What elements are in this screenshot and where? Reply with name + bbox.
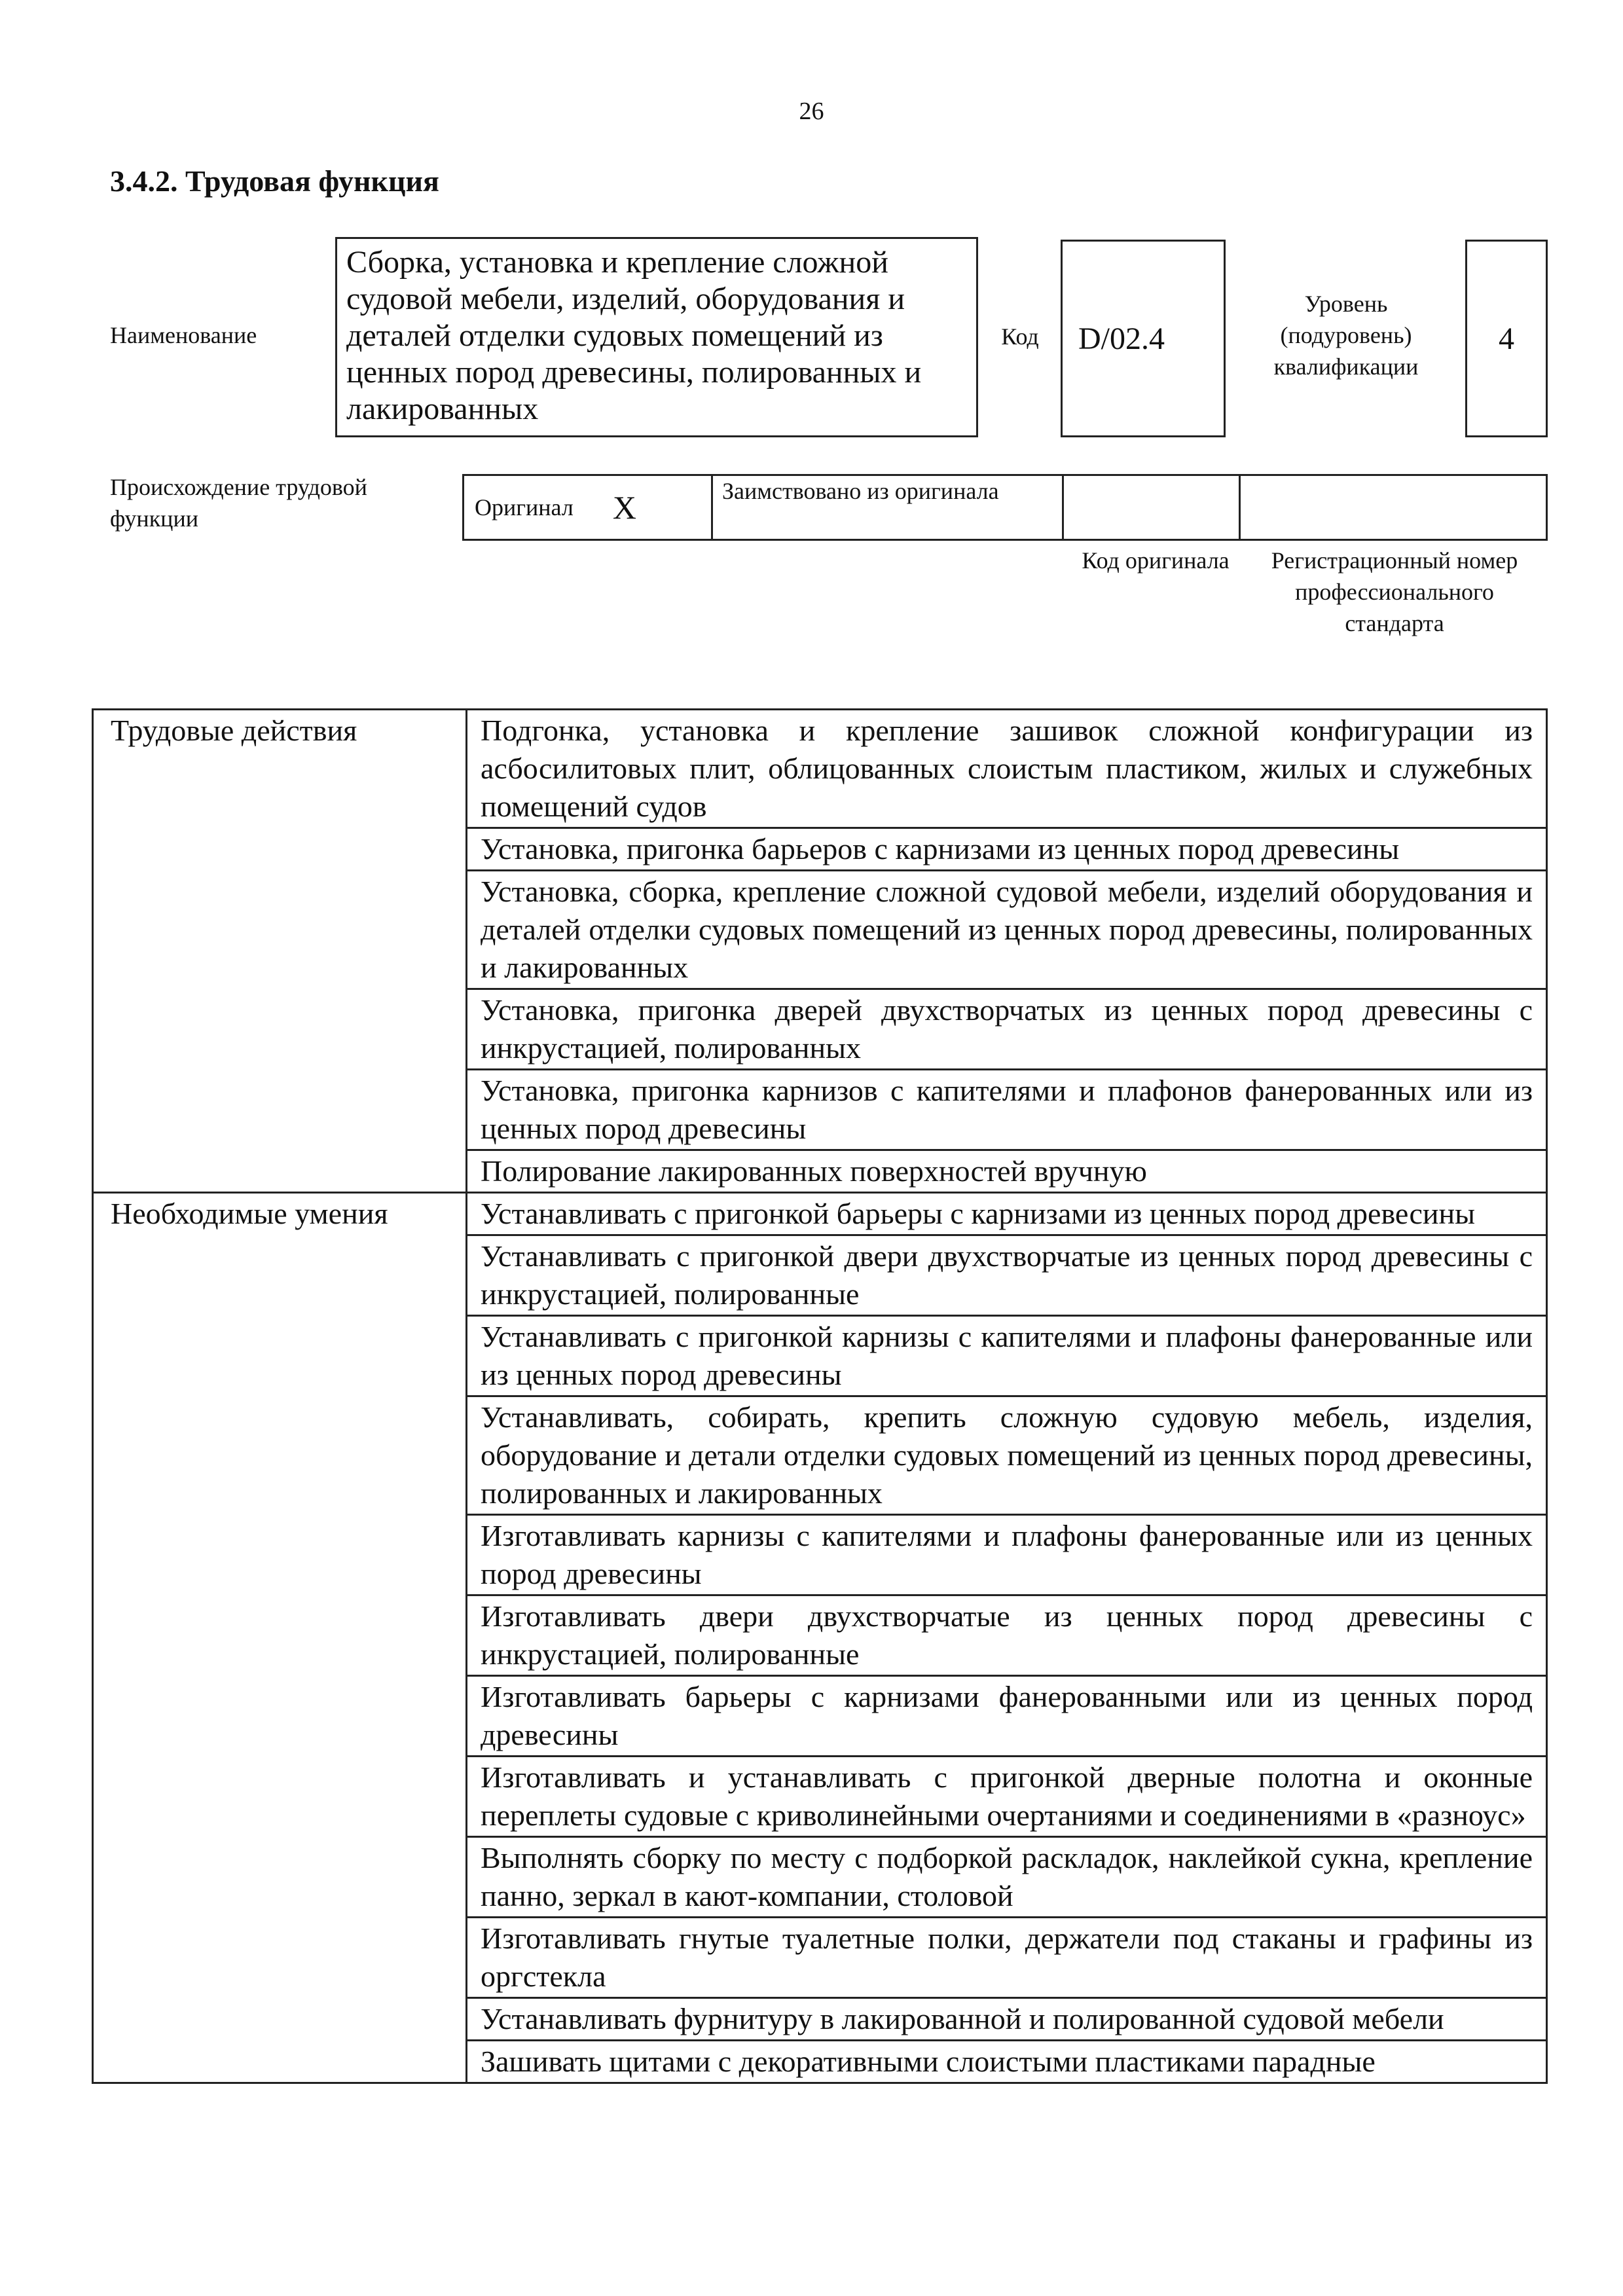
code-original-cell	[1064, 476, 1241, 539]
table-cell: Подгонка, установка и крепление зашивок сложной конфигурации из асбосилитовых плит, облицованных слоистым пластиком, жилых и служебных помещений судов	[467, 710, 1547, 828]
function-table	[92, 708, 1548, 2084]
table-cell: Изготавливать карнизы с капителями и плафоны фанерованные или из ценных пород древесины	[467, 1515, 1547, 1595]
function-name-box: Сборка, установка и крепление сложной судовой мебели, изделий, оборудования и деталей отделки судовых помещений из ценных пород древесины, полированных и лакированных	[335, 237, 978, 437]
table-cell: Установка, пригонка дверей двухстворчатых из ценных пород древесины с инкрустацией, полированных	[467, 989, 1547, 1070]
table-cell: Изготавливать двери двухстворчатые из ценных пород древесины с инкрустацией, полированные	[467, 1595, 1547, 1676]
section-title-cell: Необходимые умения	[93, 1193, 467, 2083]
table-cell: Выполнять сборку по месту с подборкой раскладок, наклейкой сукна, крепление панно, зеркал в кают-компании, столовой	[467, 1837, 1547, 1918]
code-label: Код	[1001, 323, 1039, 350]
table-row	[93, 1193, 1547, 1235]
table-cell: Устанавливать фурнитуру в лакированной и полированной судовой мебели	[467, 1998, 1547, 2041]
original-label: Оригинал	[475, 494, 574, 520]
name-label: Наименование	[110, 322, 257, 348]
section-title: 3.4.2. Трудовая функция	[110, 164, 439, 198]
original-mark: X	[612, 489, 636, 526]
level-label: Уровень (подуровень) квалификации	[1273, 291, 1419, 380]
level-value-box: 4	[1465, 240, 1548, 437]
table-cell: Полирование лакированных поверхностей вручную	[467, 1150, 1547, 1193]
origin-row	[462, 474, 1548, 541]
table-cell: Устанавливать с пригонкой карнизы с капителями и плафоны фанерованные или из ценных пород древесины	[467, 1316, 1547, 1396]
reg-number-cell	[1241, 476, 1546, 539]
code-original-caption: Код оригинала	[1082, 547, 1230, 574]
table-cell: Изготавливать и устанавливать с пригонкой дверные полотна и оконные переплеты судовые с криволинейными очертаниями и соединениями в «разноус»	[467, 1757, 1547, 1837]
original-cell	[464, 476, 713, 539]
borrowed-cell: Заимствовано из оригинала	[713, 476, 1064, 539]
table-row	[93, 710, 1547, 828]
section-title-cell: Трудовые действия	[93, 710, 467, 1193]
reg-number-caption: Регистрационный номер профессионального стандарта	[1271, 547, 1518, 636]
table-cell: Устанавливать, собирать, крепить сложную судовую мебель, изделия, оборудование и детали отделки судовых помещений из ценных пород древесины, полированных и лакированных	[467, 1396, 1547, 1515]
origin-label: Происхождение трудовой функции	[110, 474, 367, 532]
table-cell: Устанавливать с пригонкой двери двухстворчатые из ценных пород древесины с инкрустацией, полированные	[467, 1235, 1547, 1316]
code-value-box: D/02.4	[1061, 240, 1226, 437]
table-cell: Зашивать щитами с декоративными слоистыми пластиками парадные	[467, 2041, 1547, 2083]
page-number: 26	[799, 98, 824, 125]
table-cell: Установка, пригонка карнизов с капителями и плафонов фанерованных или из ценных пород древесины	[467, 1070, 1547, 1150]
table-cell: Установка, пригонка барьеров с карнизами из ценных пород древесины	[467, 828, 1547, 871]
table-cell: Изготавливать гнутые туалетные полки, держатели под стаканы и графины из оргстекла	[467, 1918, 1547, 1998]
table-cell: Изготавливать барьеры с карнизами фанерованными или из ценных пород древесины	[467, 1676, 1547, 1757]
table-cell: Устанавливать с пригонкой барьеры с карнизами из ценных пород древесины	[467, 1193, 1547, 1235]
table-cell: Установка, сборка, крепление сложной судовой мебели, изделий оборудования и деталей отделки судовых помещений из ценных пород древесины, полированных и лакированных	[467, 871, 1547, 989]
